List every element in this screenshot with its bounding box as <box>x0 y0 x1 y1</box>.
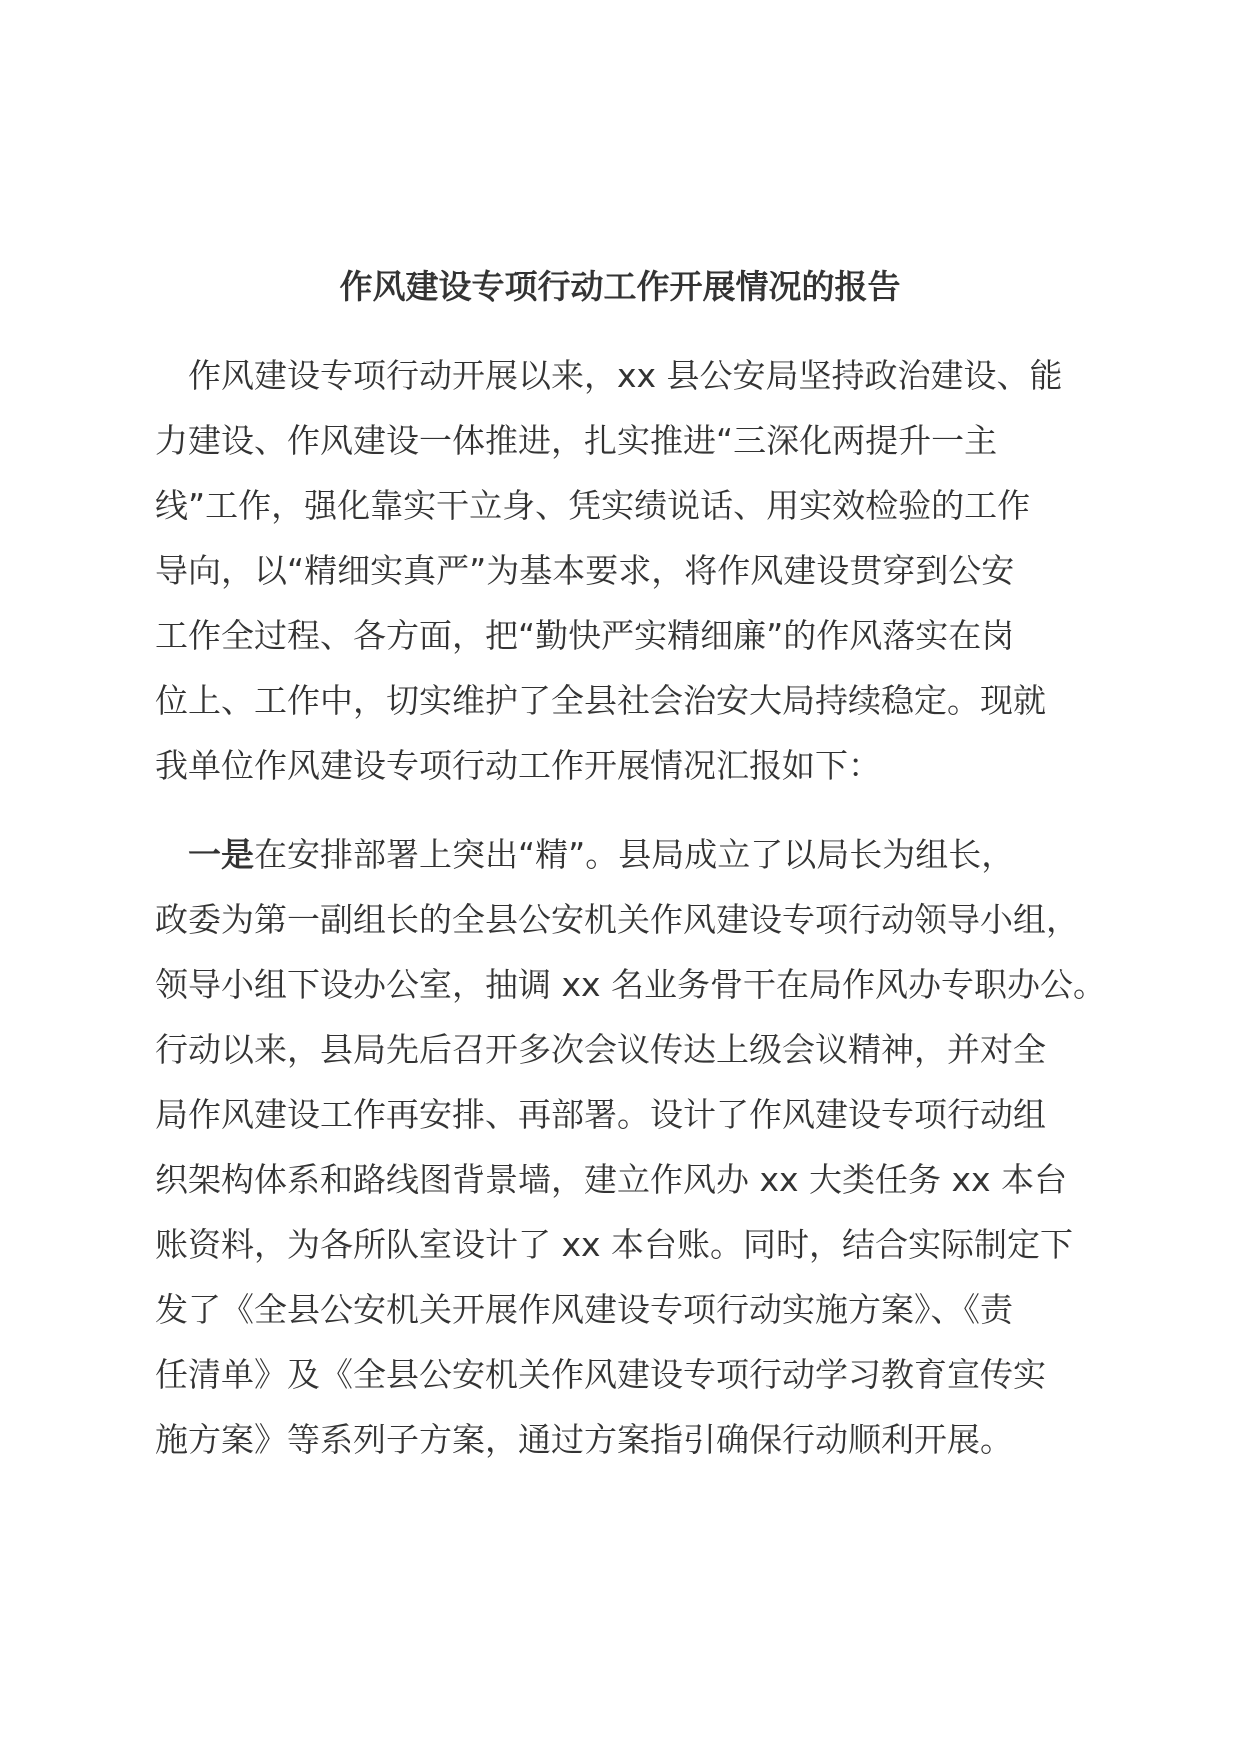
paragraph-line: 发了《全县公安机关开展作风建设专项行动实施方案》、《责 <box>155 1290 1013 1329</box>
paragraph-line: 账资料，为各所队室设计了 xx 本台账。同时，结合实际制定下 <box>155 1225 1074 1264</box>
paragraph-line: 行动以来，县局先后召开多次会议传达上级会议精神，并对全 <box>155 1030 1046 1069</box>
paragraph-line-text: 在安排部署上突出“精”。县局成立了以局长为组长， <box>254 835 1015 874</box>
document-title: 作风建设专项行动工作开展情况的报告 <box>339 267 901 306</box>
paragraph-line: 政委为第一副组长的全县公安机关作风建设专项行动领导小组， <box>155 900 1079 939</box>
section-one-paragraph <box>155 822 1107 1472</box>
paragraph-line: 工作全过程、各方面，把“勤快严实精细廉”的作风落实在岗 <box>155 616 1015 655</box>
intro-paragraph <box>155 343 1095 798</box>
paragraph-line: 任清单》及《全县公安机关作风建设专项行动学习教育宣传实 <box>155 1355 1046 1394</box>
paragraph-line: 导向，以“精细实真严”为基本要求，将作风建设贯穿到公安 <box>155 551 1015 590</box>
paragraph-line: 力建设、作风建设一体推进，扎实推进“三深化两提升一主 <box>155 421 998 460</box>
paragraph-first-line <box>155 822 1095 887</box>
paragraph-line: 线”工作，强化靠实干立身、凭实绩说话、用实效检验的工作 <box>155 486 1031 525</box>
paragraph-line: 作风建设专项行动开展以来，xx 县公安局坚持政治建设、能 <box>188 356 1063 395</box>
paragraph-line: 施方案》等系列子方案，通过方案指引确保行动顺利开展。 <box>155 1420 1013 1459</box>
paragraph-line: 织架构体系和路线图背景墙，建立作风办 xx 大类任务 xx 本台 <box>155 1160 1068 1199</box>
section-lead-label: 一是 <box>188 835 254 874</box>
paragraph-line: 我单位作风建设专项行动工作开展情况汇报如下： <box>155 746 881 785</box>
paragraph-line: 局作风建设工作再安排、再部署。设计了作风建设专项行动组 <box>155 1095 1046 1134</box>
paragraph-line: 位上、工作中，切实维护了全县社会治安大局持续稳定。现就 <box>155 681 1046 720</box>
paragraph-line: 领导小组下设办公室，抽调 xx 名业务骨干在局作风办专职办公。 <box>155 965 1107 1004</box>
